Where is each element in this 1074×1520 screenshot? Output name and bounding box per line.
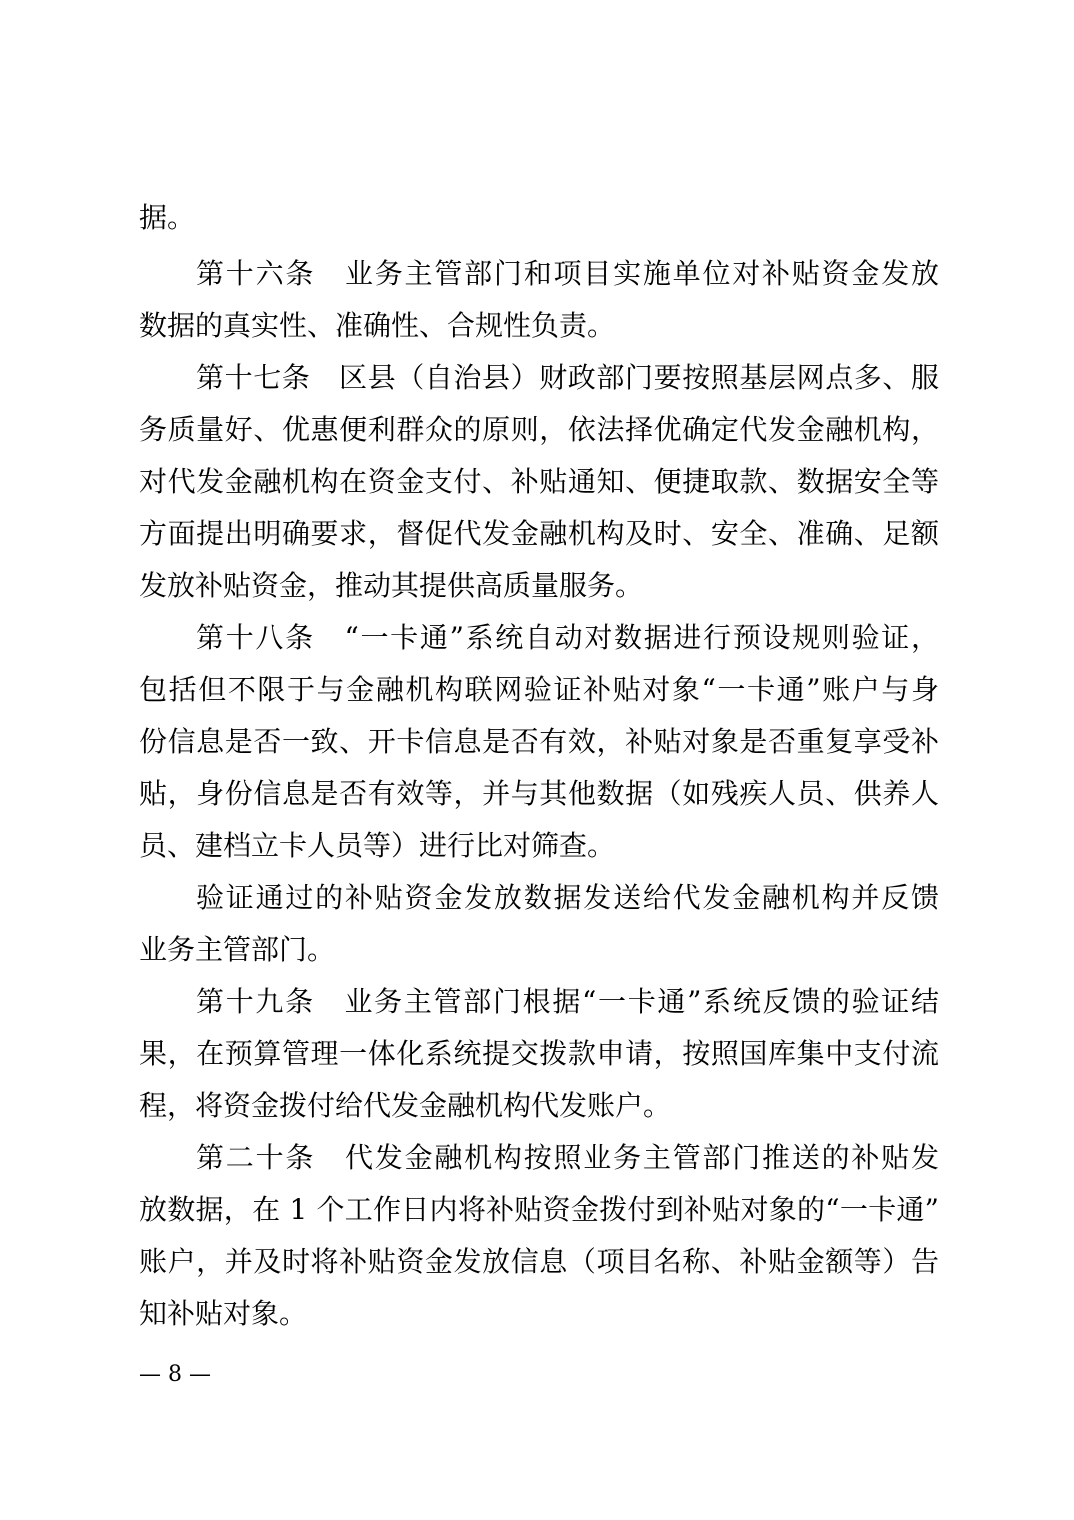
article-19-heading-line: 第十九条 业务主管部门根据“一卡通”系统反馈的验证结 [196,985,939,1018]
text-line: 贴，身份信息是否有效等，并与其他数据（如残疾人员、供养人 [139,777,939,810]
text-line: 份信息是否一致、开卡信息是否有效，补贴对象是否重复享受补 [139,725,939,758]
text-line: 果，在预算管理一体化系统提交拨款申请，按照国库集中支付流 [139,1037,939,1070]
text-line: 程，将资金拨付给代发金融机构代发账户。 [139,1089,672,1122]
paragraph-first-line: 验证通过的补贴资金发放数据发送给代发金融机构并反馈 [196,881,939,914]
page-number: — 8 — [139,1362,211,1387]
article-18-heading-line: 第十八条 “一卡通”系统自动对数据进行预设规则验证， [196,621,939,654]
text-line: 业务主管部门。 [139,933,336,966]
text-line: 方面提出明确要求，督促代发金融机构及时、安全、准确、足额 [139,517,939,550]
text-line: 据。 [139,201,196,234]
text-line: 对代发金融机构在资金支付、补贴通知、便捷取款、数据安全等 [139,465,939,498]
text-line: 发放补贴资金，推动其提供高质量服务。 [139,569,644,602]
text-line: 包括但不限于与金融机构联网验证补贴对象“一卡通”账户与身 [139,673,939,706]
article-17-heading-line: 第十七条 区县（自治县）财政部门要按照基层网点多、服 [196,361,939,394]
text-line: 放数据，在 1 个工作日内将补贴资金拨付到补贴对象的“一卡通” [139,1193,939,1226]
text-line: 务质量好、优惠便利群众的原则，依法择优确定代发金融机构， [139,413,939,446]
article-20-heading-line: 第二十条 代发金融机构按照业务主管部门推送的补贴发 [196,1141,939,1174]
text-line: 知补贴对象。 [139,1297,308,1330]
text-line: 数据的真实性、准确性、合规性负责。 [139,309,616,342]
text-line: 员、建档立卡人员等）进行比对筛查。 [139,829,616,862]
article-16-heading-line: 第十六条 业务主管部门和项目实施单位对补贴资金发放 [196,257,939,290]
text-line: 账户，并及时将补贴资金发放信息（项目名称、补贴金额等）告 [139,1245,939,1278]
